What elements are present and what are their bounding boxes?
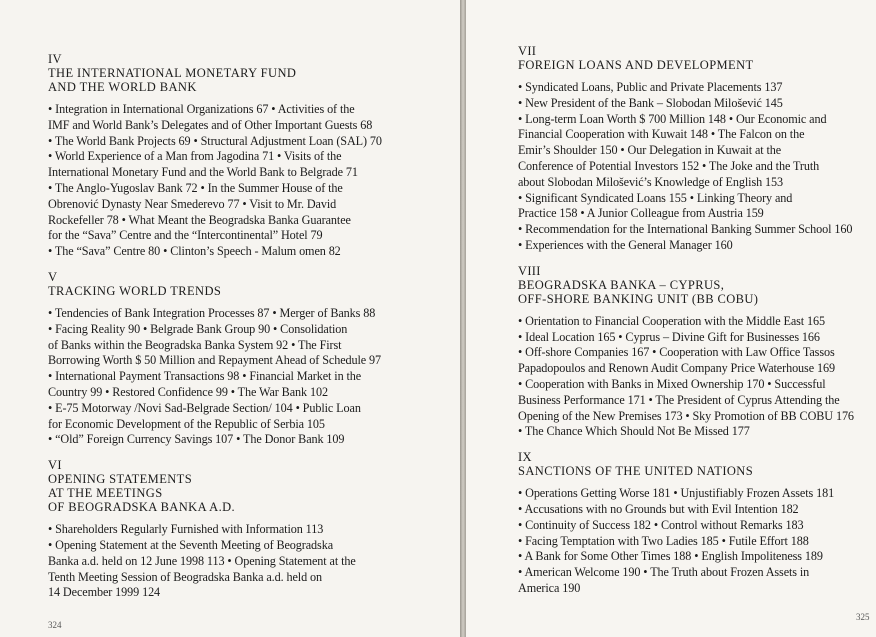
toc-entry-line: Conference of Potential Investors 152 • The Joke and the Truth [518,158,820,173]
toc-entry-line: • Cooperation with Banks in Mixed Ownership 170 • Successful [518,376,826,391]
section-numeral: IX [518,450,532,465]
toc-section [518,450,858,597]
toc-entry-line: • Tendencies of Bank Integration Processes 87 • Merger of Banks 88 [48,305,376,320]
toc-entry-line: • Accusations with no Grounds but with Evil Intention 182 [518,501,799,516]
toc-entry-line: • Syndicated Loans, Public and Private Placements 137 [518,80,783,94]
page-number-left: 324 [48,620,62,630]
section-title-line: THE INTERNATIONAL MONETARY FUND [48,66,297,80]
toc-entry-line: • International Payment Transactions 98 • Financial Market in the [48,369,362,384]
section-title [518,464,858,478]
toc-entry-line: • Opening Statement at the Seventh Meeting of Beogradska [48,537,334,552]
toc-entry-line: • A Bank for Some Other Times 188 • English Impoliteness 189 [518,549,823,564]
section-title-line: AND THE WORLD BANK [48,80,197,94]
section-numeral: V [48,269,58,284]
toc-entry-line: • Shareholders Regularly Furnished with Information 113 [48,522,324,537]
toc-entry-line: • American Welcome 190 • The Truth about Frozen Assets in [518,565,810,580]
toc-entry-line: • The World Bank Projects 69 • Structural Adjustment Loan (SAL) 70 [48,133,382,148]
toc-entry-line: IMF and World Bank’s Delegates and of Other Important Guests 68 [48,117,373,132]
toc-entry-line: • Recommendation for the International Banking Summer School 160 [518,222,853,237]
toc-entry-line: International Monetary Fund and the World Bank to Belgrade 71 [48,165,358,180]
toc-entry-line: Papadopoulos and Renown Audit Company Price Waterhouse 169 [518,361,835,376]
toc-entry-line: • Facing Reality 90 • Belgrade Bank Group 90 • Consolidation [48,321,348,336]
toc-entry-line: Obrenović Dynasty Near Smederevo 77 • Visit to Mr. David [48,196,337,211]
toc-entry-line: • “Old” Foreign Currency Savings 107 • The Donor Bank 109 [48,432,345,447]
section-title-line: TRACKING WORLD TRENDS [48,283,222,298]
toc-entry-line: • Continuity of Success 182 • Control without Remarks 183 [518,517,804,532]
toc-entry-line: • Significant Syndicated Loans 155 • Linking Theory and [518,190,793,205]
toc-entry-line: • Ideal Location 165 • Cyprus – Divine Gift for Businesses 166 [518,329,820,344]
section-title-line: SANCTIONS OF THE UNITED NATIONS [518,464,754,479]
toc-section [48,52,408,260]
toc-section [48,458,408,601]
toc-entry-line: • New President of the Bank – Slobodan Milošević 145 [518,95,783,110]
toc-entry-line: • Experiences with the General Manager 160 [518,237,733,252]
section-title [48,66,408,94]
toc-entry-line: Tenth Meeting Session of Beogradska Banka a.d. held on [48,569,323,584]
section-title [48,284,408,298]
toc-entry-line: • The “Sava” Centre 80 • Clinton’s Speech - Malum omen 82 [48,244,341,259]
toc-entry-line: for Economic Development of the Republic of Serbia 105 [48,416,325,431]
section-numeral: IV [48,52,62,66]
toc-entry-line: Opening of the New Premises 173 • Sky Promotion of BB COBU 176 [518,408,854,423]
section-title-line: OF BEOGRADSKA BANKA A.D. [48,500,236,515]
page-number-right: 325 [856,612,870,622]
section-title [518,58,858,72]
toc-entry-line: • Operations Getting Worse 181 • Unjustifiably Frozen Assets 181 [518,486,835,501]
toc-entry-line: Banka a.d. held on 12 June 1998 113 • Opening Statement at the [48,553,356,568]
section-numeral: VII [518,44,537,58]
toc-entry-line: about Slobodan Milošević’s Knowledge of English 153 [518,174,784,189]
section-title [48,472,408,514]
toc-section [48,270,408,448]
toc-entry-line: • The Chance Which Should Not Be Missed 177 [518,424,750,439]
toc-entry-line: of Banks within the Beogradska Banka System 92 • The First [48,337,342,352]
toc-entry-line: • World Experience of a Man from Jagodina 71 • Visits of the [48,149,342,164]
toc-entry-line: America 190 [518,580,581,595]
toc-entry-line: Rockefeller 78 • What Meant the Beogradska Banka Guarantee [48,212,351,227]
toc-entry-line: • Off-shore Companies 167 • Cooperation with Law Office Tassos [518,345,835,360]
section-title [518,278,858,306]
toc-entry-line: Country 99 • Restored Confidence 99 • The War Bank 102 [48,384,328,399]
toc-entry-line: for the “Sava” Centre and the “Intercontinental” Hotel 79 [48,228,323,243]
toc-entry-line: • Orientation to Financial Cooperation with the Middle East 165 [518,313,825,328]
section-numeral: VIII [518,263,541,278]
toc-entry-line: 14 December 1999 124 [48,585,161,600]
section-title-line: BEOGRADSKA BANKA – CYPRUS, [518,277,725,292]
toc-entry-line: Practice 158 • A Junior Colleague from Austria 159 [518,206,764,221]
section-title-line: OPENING STATEMENTS [48,472,193,487]
toc-entry-line: Borrowing Worth $ 50 Million and Repayment Ahead of Schedule 97 [48,353,382,368]
section-title-line: AT THE MEETINGS [48,486,163,501]
toc-entry-line: • The Anglo-Yugoslav Bank 72 • In the Summer House of the [48,180,343,195]
toc-section [518,264,858,440]
section-title-line: FOREIGN LOANS AND DEVELOPMENT [518,58,754,72]
toc-entry-line: • Long-term Loan Worth $ 700 Million 148 • Our Economic and [518,111,827,126]
toc-entry-line: Emir’s Shoulder 150 • Our Delegation in Kuwait at the [518,143,782,158]
right-page [466,0,876,637]
section-numeral: VI [48,458,62,473]
toc-section [518,44,858,254]
toc-entry-line: Business Performance 171 • The President of Cyprus Attending the [518,392,840,407]
section-title-line: OFF-SHORE BANKING UNIT (BB COBU) [518,291,759,306]
toc-entry-line: • Integration in International Organizations 67 • Activities of the [48,102,355,116]
toc-entry-line: Financial Cooperation with Kuwait 148 • The Falcon on the [518,127,805,142]
toc-entry-line: • E-75 Motorway /Novi Sad-Belgrade Section/ 104 • Public Loan [48,400,361,415]
toc-entry-line: • Facing Temptation with Two Ladies 185 • Futile Effort 188 [518,533,809,548]
